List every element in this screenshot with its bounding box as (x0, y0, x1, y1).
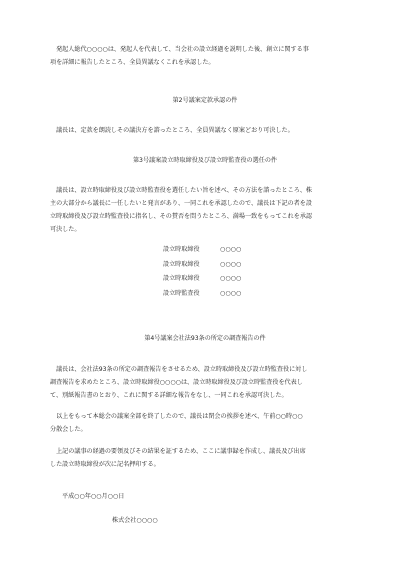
officer-row (163, 287, 241, 302)
agenda2-paragraph (50, 124, 368, 137)
agenda4-title: 第4号議案会社法93条の所定の調査報告の件 (144, 335, 266, 342)
agenda4-paragraph (50, 363, 368, 402)
officer-row (163, 272, 241, 287)
officer-row (163, 243, 241, 258)
closing-paragraph (50, 410, 368, 436)
officer-name: ○○○○ (220, 246, 242, 253)
agenda3-title: 第3号議案設立時取締役及び設立時監査役の選任の件 (132, 157, 278, 164)
agenda3-line: 可決した。 (50, 226, 81, 233)
intro-paragraph (50, 43, 368, 69)
agenda4-line: 調査報告を求めたところ、設立時取締役○○○○は、設立時取締役及び設立時監査役を代表し (50, 379, 303, 386)
intro-line: 項を詳細に報告したところ、全員異議なくこれを承認した。 (50, 59, 215, 66)
officer-role: 設立時取締役 (163, 260, 200, 268)
intro-line: 発起人総代○○○○は、発起人を代表して、当会社の設立経過を説明した後、創立に関する事 (50, 46, 309, 53)
officer-row (163, 258, 241, 273)
agenda3-line: 立時取締役及び設立時監査役に指名し、その賛否を問うたところ、満場一致をもってこれを承認 (50, 213, 313, 220)
closing-line: 分散会した。 (50, 426, 87, 433)
officer-role: 設立時取締役 (163, 275, 200, 282)
closing-line: 以上をもって本総会の議案全部を終了したので、議長は閉会の挨拶を述べ、午前○○時○○ (50, 413, 303, 420)
agenda2-line: 議長は、定款を朗読しその議決方を諮ったところ、全員異議なく原案どおり可決した。 (50, 127, 294, 134)
officer-role: 設立時取締役 (163, 246, 200, 253)
agenda2-title: 第2号議案定款承認の件 (172, 97, 238, 104)
certification-line: 上記の議事の経過の要領及びその結果を証するため、ここに議事録を作成し、議長及び出席 (50, 448, 306, 455)
company-name: 株式会社○○○○ (112, 517, 158, 524)
officer-name: ○○○○ (220, 275, 242, 282)
certification-paragraph (50, 445, 368, 471)
officer-name: ○○○○ (220, 289, 242, 297)
agenda4-line: て、別紙報告書のとおり、これに関する詳細な報告をなし、一同これを承認可決した。 (50, 392, 288, 399)
officer-name: ○○○○ (220, 260, 242, 268)
agenda3-line: 主の大部分から議長に一任したいと発言があり、一同これを承認したので、議長は下記の者を設 (50, 200, 312, 207)
agenda4-line: 議長は、会社法93条の所定の調査報告をさせるため、設立時取締役及び設立時監査役に対し (50, 366, 308, 373)
officer-role: 設立時監査役 (163, 289, 200, 297)
certification-line: した設立時取締役が次に記名押印する。 (50, 461, 160, 468)
agenda3-paragraph (50, 184, 368, 236)
agenda3-line: 議長は、設立時取締役及び設立時監査役を選任したい旨を述べ、その方法を諮ったところ、株 (50, 187, 313, 194)
officer-list (163, 243, 241, 301)
meeting-date: 平成○○年○○月○○日 (62, 493, 125, 500)
